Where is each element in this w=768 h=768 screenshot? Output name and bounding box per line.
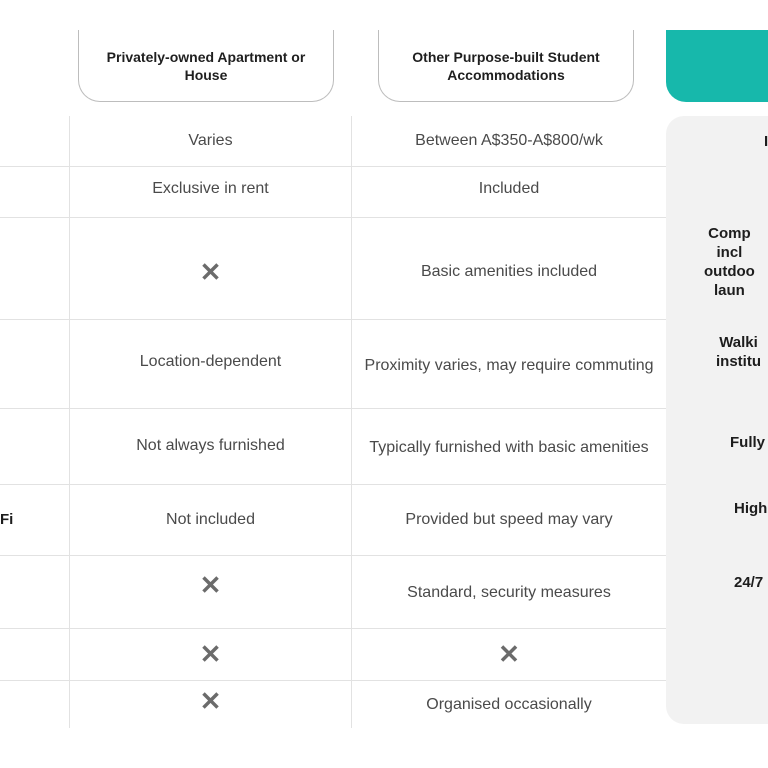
cell-other: Between A$350-A$800/wk bbox=[415, 132, 603, 149]
cell-featured: Walki institu bbox=[716, 334, 761, 370]
cell-private: Not included bbox=[166, 510, 255, 528]
cell-featured: High bbox=[734, 499, 768, 517]
cell-private: Location-dependent bbox=[139, 353, 282, 370]
row-label bbox=[0, 217, 70, 319]
row-label bbox=[0, 319, 70, 408]
cell-featured bbox=[672, 628, 768, 680]
row-label: Fi bbox=[0, 511, 14, 528]
cell-featured: Comp incl outdoo laun bbox=[704, 225, 755, 299]
row-label bbox=[0, 116, 70, 166]
close-x-icon: ✕ bbox=[199, 639, 222, 669]
cell-other: Included bbox=[478, 180, 540, 197]
cell-featured bbox=[672, 680, 768, 728]
cell-other: Basic amenities included bbox=[420, 263, 598, 280]
cell-other: Provided but speed may vary bbox=[405, 510, 613, 528]
close-x-icon: ✕ bbox=[199, 686, 222, 716]
cell-private: Varies bbox=[188, 132, 233, 149]
cell-other: Proximity varies, may require commuting bbox=[364, 357, 654, 374]
cell-featured: 24/7 bbox=[734, 573, 764, 591]
close-x-icon: ✕ bbox=[199, 570, 222, 600]
cell-private: Exclusive in rent bbox=[152, 180, 269, 197]
cell-featured: I bbox=[764, 132, 768, 150]
column-header-private bbox=[78, 30, 334, 102]
row-label bbox=[0, 408, 70, 484]
cell-other: Organised occasionally bbox=[426, 696, 592, 713]
column-header-private-label: Privately-owned Apartment or House bbox=[106, 48, 306, 83]
cell-other: Standard, security measures bbox=[407, 583, 611, 601]
row-label bbox=[0, 628, 70, 680]
cell-other: Typically furnished with basic amenities bbox=[369, 439, 649, 456]
row-label bbox=[0, 166, 70, 217]
row-label bbox=[0, 555, 70, 628]
cell-private: Not always furnished bbox=[136, 437, 285, 454]
close-x-icon: ✕ bbox=[199, 257, 222, 287]
close-x-icon: ✕ bbox=[498, 639, 520, 669]
column-header-other-pbsa-label: Other Purpose-built Student Accommodations bbox=[412, 48, 600, 83]
column-header-featured bbox=[666, 30, 768, 102]
cell-featured bbox=[672, 166, 768, 217]
cell-featured: Fully bbox=[730, 433, 766, 451]
row-label bbox=[0, 680, 70, 728]
column-header-other-pbsa bbox=[378, 30, 634, 102]
